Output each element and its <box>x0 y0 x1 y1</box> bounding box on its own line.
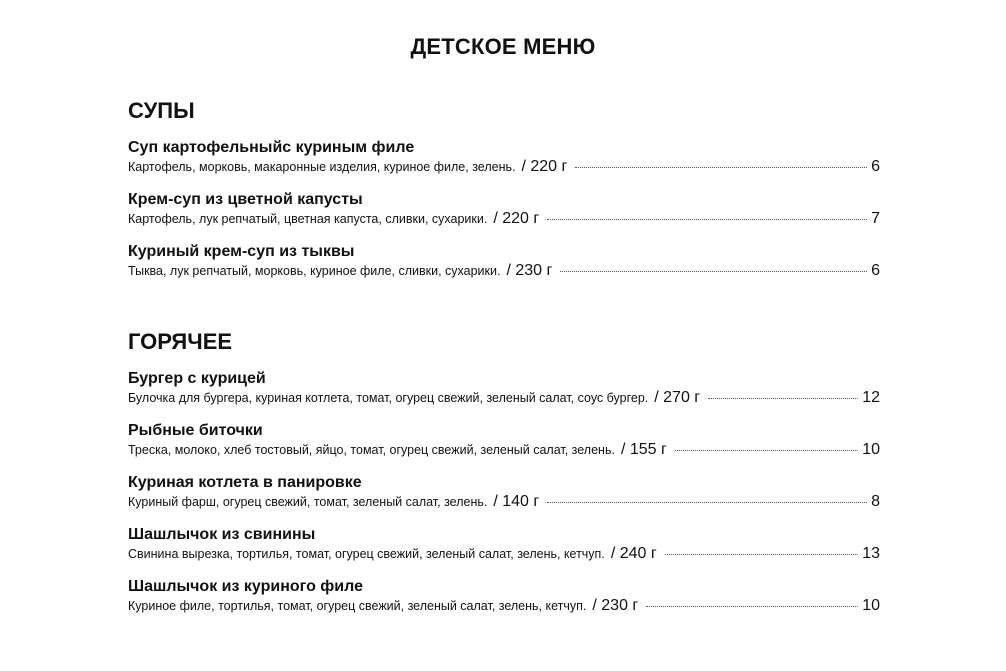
item-price: 8 <box>871 493 880 510</box>
menu-item <box>128 421 880 473</box>
item-name: Шашлычок из куриного филе <box>128 578 363 595</box>
section-title: СУПЫ <box>128 98 195 123</box>
item-description: Треска, молоко, хлеб тостовый, яйцо, томат, огурец свежий, зеленый салат, зелень. <box>128 443 615 457</box>
dot-leader <box>665 554 859 555</box>
item-name: Суп картофельныйс куриным филе <box>128 139 415 156</box>
item-description: Картофель, морковь, макаронные изделия, куриное филе, зелень. <box>128 160 516 174</box>
dot-leader <box>646 606 858 607</box>
item-name: Крем-суп из цветной капусты <box>128 191 363 208</box>
menu-item <box>128 138 880 190</box>
item-weight: / 230 г <box>506 262 553 279</box>
item-price: 12 <box>862 389 880 406</box>
item-price: 6 <box>871 158 880 175</box>
dot-leader <box>708 398 858 399</box>
section-hot-dishes <box>128 329 880 629</box>
item-weight: / 155 г <box>620 441 667 458</box>
item-weight: / 240 г <box>610 545 657 562</box>
item-description: Куриный фарш, огурец свежий, томат, зеленый салат, зелень. <box>128 495 488 509</box>
menu-item <box>128 525 880 577</box>
menu-item <box>128 473 880 525</box>
item-price: 7 <box>871 210 880 227</box>
dot-leader <box>575 167 867 168</box>
dot-leader <box>547 219 867 220</box>
item-name: Куриный крем-суп из тыквы <box>128 243 355 260</box>
item-weight: / 220 г <box>521 158 568 175</box>
dot-leader <box>560 271 867 272</box>
item-weight: / 140 г <box>493 493 540 510</box>
section-soups <box>128 98 880 294</box>
menu-item <box>128 369 880 421</box>
item-weight: / 270 г <box>654 389 701 406</box>
menu-title: ДЕТСКОЕ МЕНЮ <box>410 34 596 59</box>
item-description: Картофель, лук репчатый, цветная капуста, сливки, сухарики. <box>128 212 488 226</box>
item-price: 13 <box>862 545 880 562</box>
section-title: ГОРЯЧЕЕ <box>128 329 233 354</box>
dot-leader <box>547 502 867 503</box>
menu-item <box>128 242 880 294</box>
item-name: Шашлычок из свинины <box>128 526 316 543</box>
item-weight: / 230 г <box>592 597 639 614</box>
menu-item <box>128 577 880 629</box>
item-price: 6 <box>871 262 880 279</box>
item-price: 10 <box>862 597 880 614</box>
item-description: Тыква, лук репчатый, морковь, куриное филе, сливки, сухарики. <box>128 264 501 278</box>
item-name: Куриная котлета в панировке <box>128 474 362 491</box>
item-name: Бургер с курицей <box>128 370 266 387</box>
menu-item <box>128 190 880 242</box>
dot-leader <box>675 450 858 451</box>
item-description: Куриное филе, тортилья, томат, огурец свежий, зеленый салат, зелень, кетчуп. <box>128 599 587 613</box>
item-price: 10 <box>862 441 880 458</box>
item-description: Булочка для бургера, куриная котлета, томат, огурец свежий, зеленый салат, соус бургер. <box>128 391 649 405</box>
item-description: Свинина вырезка, тортилья, томат, огурец свежий, зеленый салат, зелень, кетчуп. <box>128 547 605 561</box>
item-weight: / 220 г <box>493 210 540 227</box>
item-name: Рыбные биточки <box>128 422 263 439</box>
